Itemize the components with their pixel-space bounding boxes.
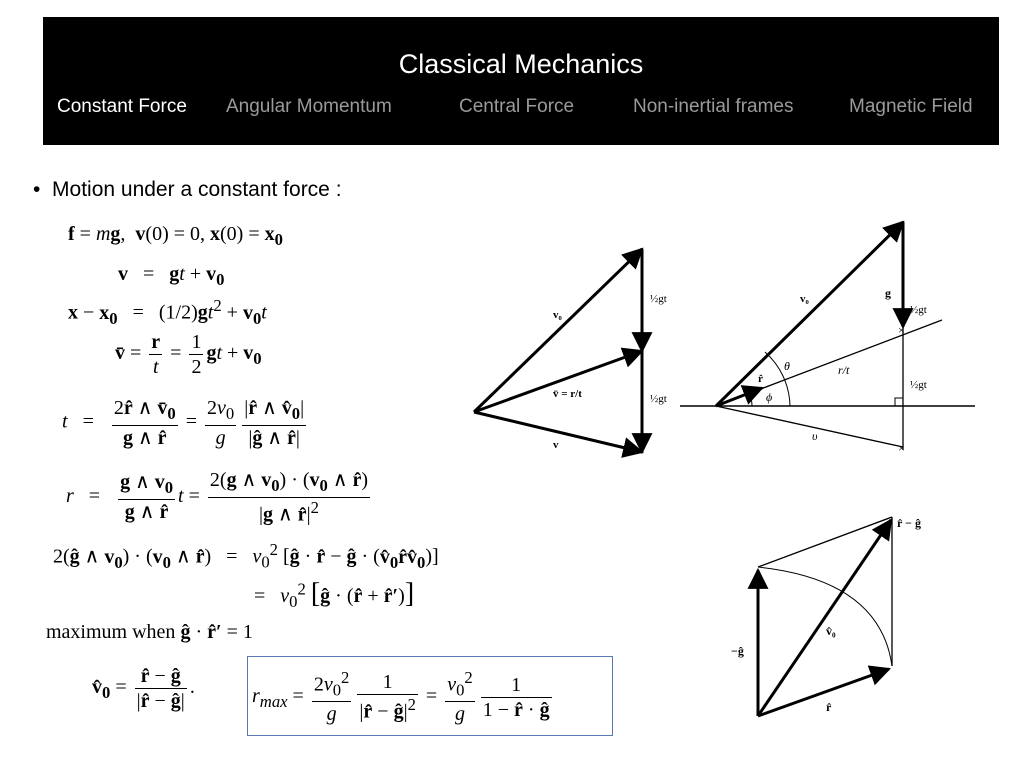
nav-tab-magnetic-field[interactable]: Magnetic Field — [849, 96, 973, 117]
right-angle-mark — [895, 398, 903, 406]
label-v0: v₀ — [800, 293, 809, 305]
label-vbar: v̄ = r/t — [553, 388, 582, 400]
velocity-triangle-diagram — [474, 249, 667, 452]
eq-maximum-condition: maximum when ĝ · r̂′ = 1 — [46, 621, 253, 643]
upsilon-line — [716, 406, 903, 447]
top-edge — [758, 517, 892, 567]
nav-tab-angular-momentum[interactable]: Angular Momentum — [226, 96, 392, 117]
bullet-dot: • — [33, 178, 41, 201]
label-half-gt-bottom: ½gt — [650, 393, 667, 405]
cross-mark-lower: × — [898, 441, 905, 455]
label-rhat: r̂ — [758, 373, 763, 385]
label-v0: v₀ — [553, 309, 562, 321]
trajectory-geometry-diagram — [680, 222, 975, 455]
eq-rmax: $r_{max}$ = $\frac{2v_0^2}{g}$ $\frac{1}{|r̂ - ĝ|^2}$ = $\frac{v_0^2}{g}$ $\frac{1}{1 - r̂ \cdot ĝ}$ — [252, 668, 550, 726]
eq-initial-conditions: f = mg, v(0) = 0, $x(0) = x_0$ — [68, 223, 283, 249]
label-half-gt-top: ½gt — [910, 304, 927, 316]
eq-range: r = $\frac{g \wedge v_0}{g \wedge r̂}$ t = $\frac{2(g \wedge v_0) \cdot (v_0 \wedge r̂)}{|g \wedge r̂|^2}$ — [66, 469, 369, 526]
vbar-vector — [474, 351, 642, 412]
eq-position: $x - x_0 = (1/2)gt^2 + v_0t$ — [68, 296, 267, 328]
label-r-over-t: r/t — [838, 363, 850, 377]
bullet-text: Motion under a constant force : — [52, 178, 342, 201]
eq-time: t = $\frac{2r̂ \wedge v̄_0}{g \wedge r̂}$ = $\frac{2v_0}{g}$ $\frac{|r̂ \wedge v̂_0|}{|ĝ \wedge r̂|}$ — [62, 397, 305, 449]
nav-tab-non-inertial-frames[interactable]: Non-inertial frames — [633, 96, 794, 117]
maximum-when-text: maximum when — [46, 621, 176, 643]
label-rhat-minus-ghat: r̂ − ĝ — [897, 516, 921, 530]
label-minus-ghat: −ĝ — [731, 644, 744, 658]
label-half-gt-bottom: ½gt — [910, 379, 927, 391]
eq-v0-hat: $v̂_0$ = $\frac{r̂ - ĝ}{|r̂ - ĝ|}$ . — [92, 665, 195, 712]
label-phi: ϕ — [766, 390, 773, 404]
nav-tab-constant-force[interactable]: Constant Force — [57, 96, 187, 117]
label-rhat: r̂ — [826, 700, 832, 714]
label-theta: θ — [784, 359, 790, 373]
rhat-minus-ghat-vector — [758, 520, 891, 716]
eq-mean-velocity: v̄ = $\frac{r}{t}$ = $\frac{1}{2}$ gt + $v_0$ — [115, 331, 262, 378]
parallelogram-diagram — [731, 516, 921, 716]
label-upsilon: υ — [812, 429, 818, 443]
label-g: g — [885, 286, 891, 300]
label-half-gt-top: ½gt — [650, 293, 667, 305]
rhat-unit-vector — [716, 388, 762, 406]
eq-expansion-2: = $v_0^2$ [ĝ · (r̂ + r̂′)] — [254, 578, 415, 611]
rhat-vector — [758, 669, 889, 716]
v0-vector — [716, 222, 903, 406]
label-v0hat: v̂₀ — [826, 624, 836, 638]
slide-title: Classical Mechanics — [398, 49, 644, 79]
eq-expansion-1: 2(ĝ ∧ $v_0) \cdot (v_0$ ∧ r̂) = $v_0^2$ [ĝ · r̂ − ĝ · $(v̂_0r̂v̂_0)$] — [53, 540, 439, 572]
label-v: v — [553, 439, 559, 451]
eq-velocity: v = gt + $v_0$ — [118, 263, 225, 289]
nav-tab-central-force[interactable]: Central Force — [459, 96, 575, 117]
cross-mark-upper: × — [898, 323, 905, 337]
